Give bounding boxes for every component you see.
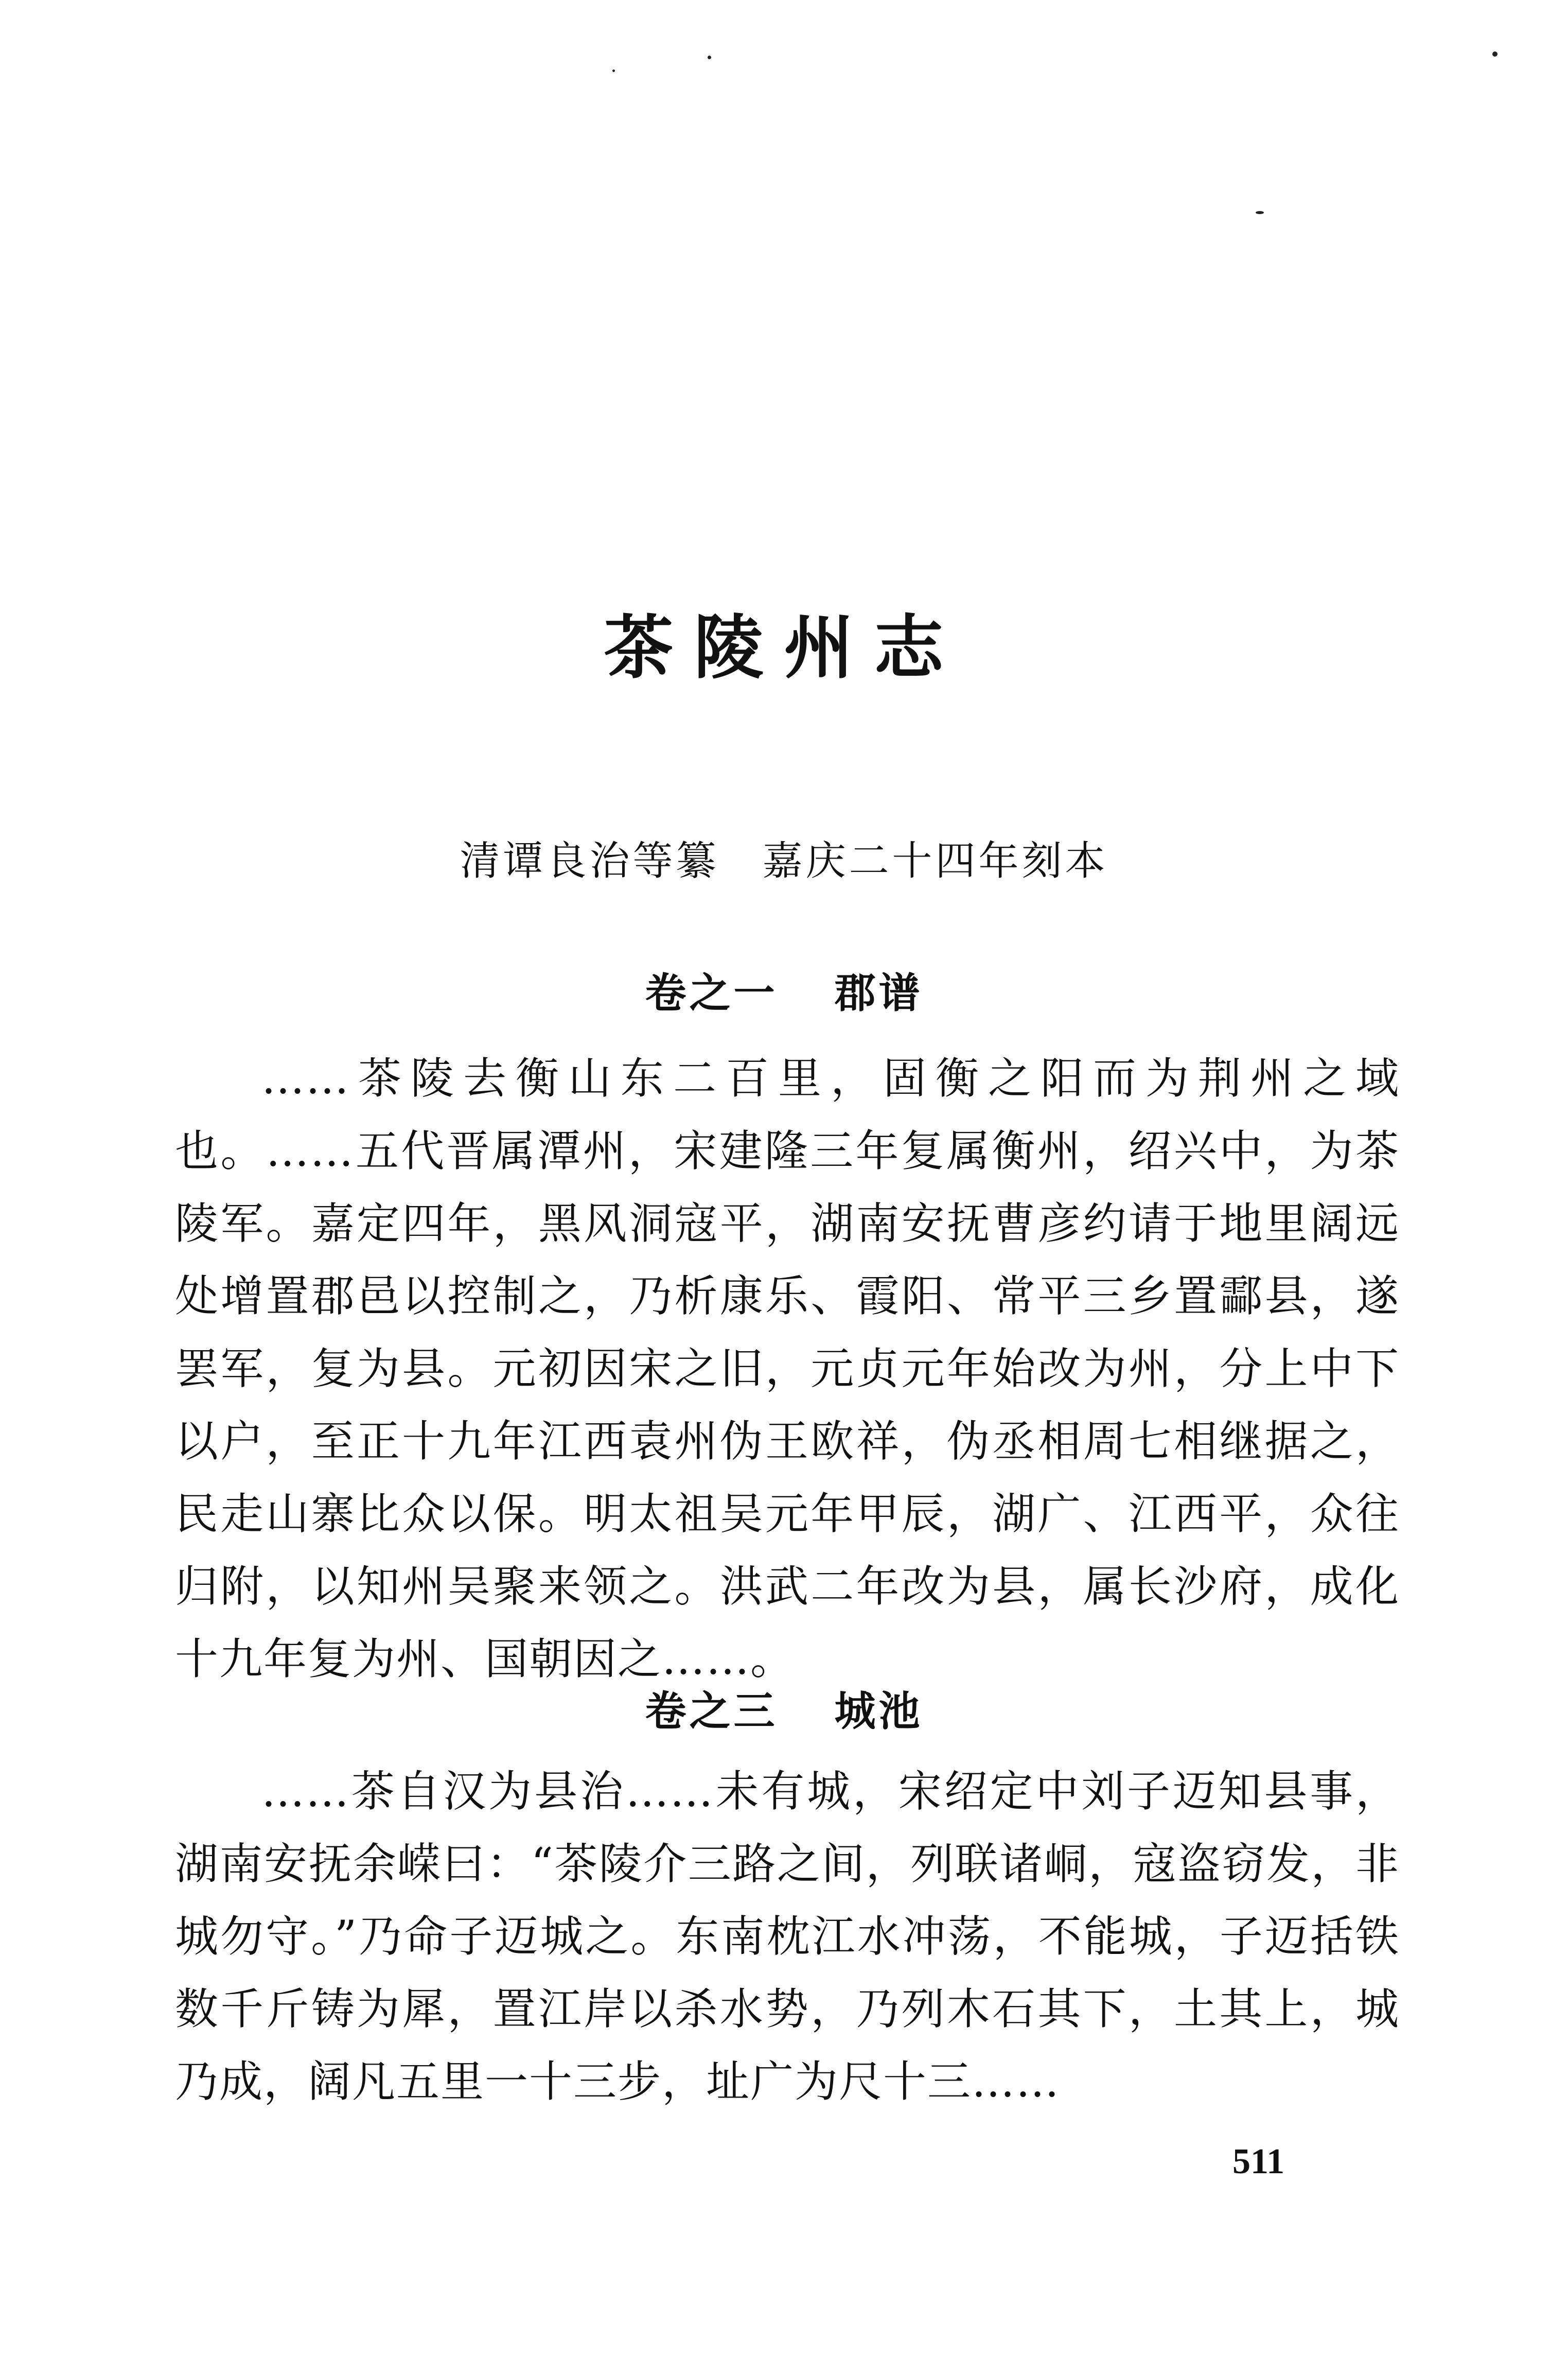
section-1-topic: 郡谱 [834, 969, 923, 1017]
scan-speck [1492, 51, 1497, 57]
section-heading-1 [0, 960, 1568, 1019]
section-2-label: 卷之三 [645, 1687, 778, 1735]
page-number: 511 [1232, 2142, 1285, 2181]
section-2-topic: 城池 [834, 1687, 923, 1735]
section-1-text: ……茶陵去衡山东二百里，固衡之阳而为荆州之域也。……五代晋属潭州，宋建隆三年复属衡州，绍兴中，为茶陵军。嘉定四年，黑风洞寇平，湖南安抚曹彦约请于地里阔远处增置郡邑以控制之，乃析康乐、霞阳、常平三乡置酃县，遂罢军，复为县。元初因宋之旧，元贞元年始改为州，分上中下以户，至正十九年江西袁州伪王欧祥，伪丞相周七相继据之，民走山寨比众以保。明太祖吴元年甲辰，湖广、江西平，众往归附，以知州吴聚来领之。洪武二年改为县，属长沙府，成化十九年复为州、国朝因之……。 [175, 1053, 1400, 1684]
scan-speck [612, 69, 615, 72]
section-2-text: ……茶自汉为县治……未有城，宋绍定中刘子迈知县事，湖南安抚余嵘曰：“茶陵介三路之间，列联诸峒，寇盗窃发，非城勿守。”乃命子迈城之。东南枕江水冲荡，不能城，子迈括铁数千斤铸为犀，置江岸以杀水势，乃列木石其下，土其上，城乃成，阔凡五里一十三步，址广为尺十三…… [175, 1766, 1400, 2107]
document-title: 茶陵州志 [604, 606, 964, 688]
scan-speck [708, 56, 711, 59]
section-1-label: 卷之一 [645, 969, 778, 1017]
document-subtitle: 清谭良治等纂 嘉庆二十四年刻本 [460, 838, 1108, 884]
section-heading-2 [0, 1678, 1568, 1737]
scan-speck [1256, 211, 1264, 214]
